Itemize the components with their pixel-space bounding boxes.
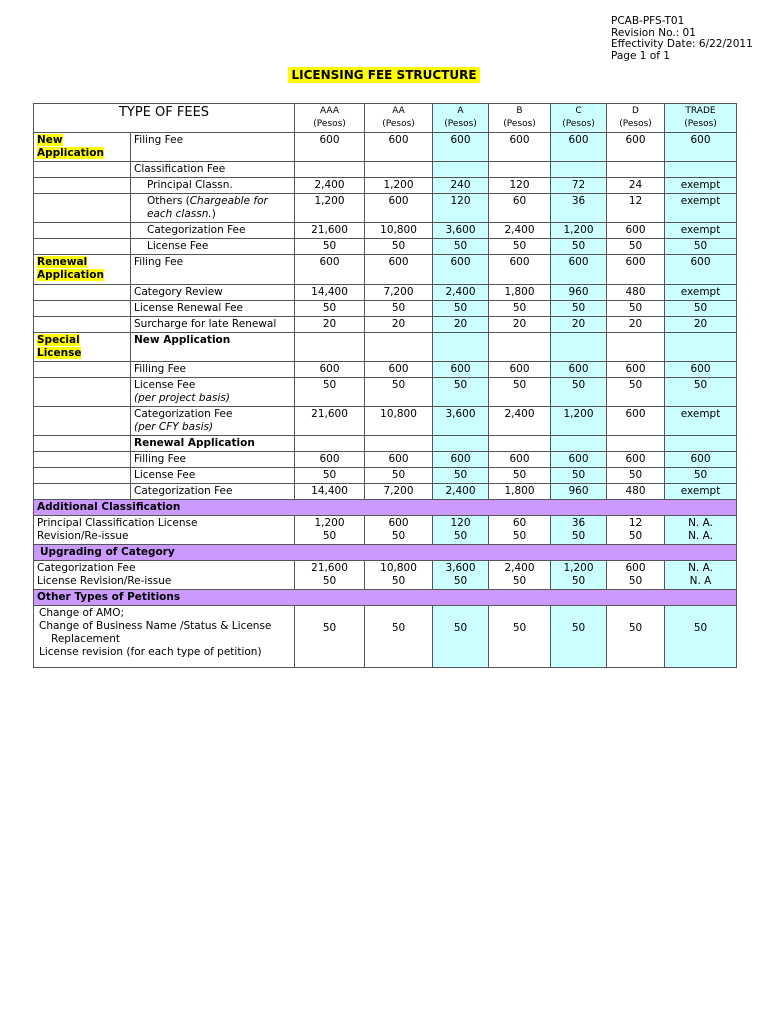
- fee-value: 600: [665, 362, 737, 378]
- fee-value: 50: [489, 606, 551, 668]
- fee-value: 600: [489, 452, 551, 468]
- fee-value: 14,400: [295, 484, 365, 500]
- fee-value: 20: [433, 317, 489, 333]
- fee-name: Category Review: [131, 285, 295, 301]
- fee-value: 10,800: [365, 407, 433, 436]
- fee-value: 12: [607, 194, 665, 223]
- empty-cell: [551, 436, 607, 452]
- empty-cell: [433, 162, 489, 178]
- fee-value: 50: [665, 606, 737, 668]
- fee-value: 600 50: [607, 561, 665, 590]
- fee-name: Filing Fee: [131, 133, 295, 162]
- empty-cell: [665, 436, 737, 452]
- table-row: [34, 317, 737, 333]
- empty-cell: [607, 333, 665, 362]
- fee-value: 600: [551, 452, 607, 468]
- section-label-other-petitions: Other Types of Petitions: [34, 590, 737, 606]
- fee-name: Categorization Fee: [131, 223, 295, 239]
- fee-value: 14,400: [295, 285, 365, 301]
- fee-value: 2,400: [433, 484, 489, 500]
- table-row: [34, 162, 737, 178]
- section-label-new-application: New Application: [34, 133, 131, 162]
- fee-value: 600: [365, 362, 433, 378]
- fee-value: 21,600: [295, 223, 365, 239]
- fee-value: N. A. N. A.: [665, 516, 737, 545]
- column-header-c: C (Pesos): [551, 104, 607, 133]
- fee-value: 600 50: [365, 516, 433, 545]
- fee-value: 2,400: [489, 407, 551, 436]
- empty-cell: [551, 162, 607, 178]
- fee-value: 50: [433, 378, 489, 407]
- fee-name: License Fee (per project basis): [131, 378, 295, 407]
- fee-value: 3,600 50: [433, 561, 489, 590]
- fee-value: 50: [551, 606, 607, 668]
- fee-value: 600: [295, 255, 365, 285]
- fee-value: 50: [365, 468, 433, 484]
- fee-value: 50: [489, 378, 551, 407]
- fee-value: 50: [433, 239, 489, 255]
- header-row: [34, 104, 737, 133]
- empty-cell: [34, 239, 131, 255]
- fee-value: 1,200 50: [551, 561, 607, 590]
- table-row: [34, 301, 737, 317]
- column-header-aaa: AAA (Pesos): [295, 104, 365, 133]
- empty-cell: [34, 301, 131, 317]
- table-row: [34, 133, 737, 162]
- fee-name: Principal Classn.: [131, 178, 295, 194]
- fee-name: Change of AMO; Change of Business Name /Status & License Replacement License revision (for each type of petition): [34, 606, 295, 668]
- page-number: Page 1 of 1: [611, 49, 670, 62]
- fee-value: 50: [489, 301, 551, 317]
- fee-value: 50: [607, 606, 665, 668]
- empty-cell: [34, 194, 131, 223]
- empty-cell: [295, 162, 365, 178]
- fee-value: 50: [607, 468, 665, 484]
- section-header-row: [34, 500, 737, 516]
- fee-value: 120: [489, 178, 551, 194]
- fee-value: exempt: [665, 484, 737, 500]
- fee-value: 50: [295, 301, 365, 317]
- fee-value: 50: [607, 239, 665, 255]
- fee-value: 600: [295, 452, 365, 468]
- fee-value: 50: [665, 468, 737, 484]
- table-row: [34, 606, 737, 668]
- empty-cell: [365, 333, 433, 362]
- fee-value: 50: [365, 301, 433, 317]
- column-header-trade: TRADE (Pesos): [665, 104, 737, 133]
- fee-value: 600: [607, 452, 665, 468]
- fee-value: 50: [433, 468, 489, 484]
- empty-cell: [433, 333, 489, 362]
- table-row: [34, 516, 737, 545]
- empty-cell: [34, 178, 131, 194]
- fee-value: 600: [607, 362, 665, 378]
- fee-value: 60 50: [489, 516, 551, 545]
- empty-cell: [365, 162, 433, 178]
- effectivity-date: Effectivity Date: 6/22/2011: [611, 38, 753, 50]
- fee-value: 480: [607, 285, 665, 301]
- fee-value: 36: [551, 194, 607, 223]
- fee-value: 600: [433, 133, 489, 162]
- page-title-wrap: [0, 64, 768, 83]
- type-of-fees-header: TYPE OF FEES: [34, 104, 295, 133]
- section-label-renewal-application: Renewal Application: [34, 255, 131, 285]
- table-row: [34, 239, 737, 255]
- empty-cell: [295, 436, 365, 452]
- fee-value: 20: [607, 317, 665, 333]
- fee-value: 1,800: [489, 285, 551, 301]
- table-row: [34, 407, 737, 436]
- table-row: [34, 436, 737, 452]
- fee-value: 50: [489, 468, 551, 484]
- fee-value: 3,600: [433, 407, 489, 436]
- fee-value: 50: [295, 606, 365, 668]
- fee-value: 600: [489, 362, 551, 378]
- table-row: [34, 468, 737, 484]
- fee-value: exempt: [665, 178, 737, 194]
- fee-value: 10,800: [365, 223, 433, 239]
- fee-value: 50: [551, 239, 607, 255]
- fee-value: 600: [433, 362, 489, 378]
- fee-value: 600: [365, 194, 433, 223]
- table-row: [34, 561, 737, 590]
- table-row: [34, 484, 737, 500]
- fee-value: 50: [365, 378, 433, 407]
- fee-value: 600: [551, 255, 607, 285]
- fee-value: 50: [551, 468, 607, 484]
- column-header-a: A (Pesos): [433, 104, 489, 133]
- fee-value: 600: [295, 362, 365, 378]
- empty-cell: [34, 162, 131, 178]
- fee-value: 50: [295, 239, 365, 255]
- fee-value: N. A. N. A: [665, 561, 737, 590]
- fee-value: 1,200: [551, 223, 607, 239]
- empty-cell: [34, 468, 131, 484]
- empty-cell: [34, 436, 131, 452]
- table-row: [34, 452, 737, 468]
- empty-cell: [34, 378, 131, 407]
- empty-cell: [34, 317, 131, 333]
- fee-value: 600: [433, 255, 489, 285]
- fee-name: Filling Fee: [131, 452, 295, 468]
- fee-value: 600: [551, 362, 607, 378]
- fee-value: 600: [489, 133, 551, 162]
- fee-value: 1,200: [365, 178, 433, 194]
- fee-value: 21,600: [295, 407, 365, 436]
- empty-cell: [34, 362, 131, 378]
- empty-cell: [34, 452, 131, 468]
- column-header-b: B (Pesos): [489, 104, 551, 133]
- fee-value: 20: [489, 317, 551, 333]
- fee-value: 60: [489, 194, 551, 223]
- fee-value: 20: [365, 317, 433, 333]
- fee-value: 600: [665, 255, 737, 285]
- fee-name: Filling Fee: [131, 362, 295, 378]
- fee-value: 50: [607, 301, 665, 317]
- fee-value: 480: [607, 484, 665, 500]
- fee-value: 72: [551, 178, 607, 194]
- fee-value: 24: [607, 178, 665, 194]
- table-row: [34, 362, 737, 378]
- fee-value: exempt: [665, 407, 737, 436]
- empty-cell: [489, 162, 551, 178]
- fee-value: 2,400: [295, 178, 365, 194]
- empty-cell: [34, 285, 131, 301]
- fee-value: 600: [607, 407, 665, 436]
- fee-value: 50: [489, 239, 551, 255]
- empty-cell: [295, 333, 365, 362]
- fee-value: 7,200: [365, 285, 433, 301]
- fee-name: Others (Chargeable for each classn.): [131, 194, 295, 223]
- empty-cell: [665, 333, 737, 362]
- column-header-d: D (Pesos): [607, 104, 665, 133]
- empty-cell: [489, 436, 551, 452]
- empty-cell: [607, 436, 665, 452]
- section-header-row: [34, 545, 737, 561]
- fee-value: 50: [365, 606, 433, 668]
- fee-name: Categorization Fee (per CFY basis): [131, 407, 295, 436]
- section-label-additional-classification: Additional Classification: [34, 500, 737, 516]
- fee-value: 50: [665, 378, 737, 407]
- fee-value: 20: [295, 317, 365, 333]
- section-header-row: [34, 590, 737, 606]
- fee-value: 1,200: [295, 194, 365, 223]
- fee-value: 1,200 50: [295, 516, 365, 545]
- fee-name: Filing Fee: [131, 255, 295, 285]
- fee-value: 600: [607, 255, 665, 285]
- table-row: [34, 285, 737, 301]
- fee-value: exempt: [665, 223, 737, 239]
- fee-value: 600: [607, 133, 665, 162]
- fee-value: 50: [551, 378, 607, 407]
- fee-value: 20: [665, 317, 737, 333]
- fee-value: 50: [551, 301, 607, 317]
- fee-value: 600: [433, 452, 489, 468]
- fee-value: 20: [551, 317, 607, 333]
- empty-cell: [551, 333, 607, 362]
- fee-name: License Fee: [131, 468, 295, 484]
- document-meta: [611, 16, 753, 62]
- fee-name: Principal Classification License Revision/Re-issue: [34, 516, 295, 545]
- fee-value: 600: [665, 133, 737, 162]
- fee-value: exempt: [665, 285, 737, 301]
- fee-value: 10,800 50: [365, 561, 433, 590]
- empty-cell: [34, 407, 131, 436]
- fee-value: 50: [433, 606, 489, 668]
- table-row: [34, 378, 737, 407]
- fee-value: 600: [365, 133, 433, 162]
- page-title: LICENSING FEE STRUCTURE: [288, 67, 479, 83]
- fee-value: 600: [295, 133, 365, 162]
- fee-value: 600: [365, 255, 433, 285]
- fee-value: 600: [551, 133, 607, 162]
- fee-table: [33, 103, 737, 668]
- fee-value: 1,800: [489, 484, 551, 500]
- section-label-upgrading-of-category: Upgrading of Category: [34, 545, 737, 561]
- fee-value: 21,600 50: [295, 561, 365, 590]
- fee-value: 960: [551, 285, 607, 301]
- empty-cell: [365, 436, 433, 452]
- table-row: [34, 223, 737, 239]
- table-row: [34, 255, 737, 285]
- doc-code: PCAB-PFS-T01: [611, 15, 685, 27]
- subsection-heading: New Application: [131, 333, 295, 362]
- empty-cell: [34, 223, 131, 239]
- fee-name: License Renewal Fee: [131, 301, 295, 317]
- fee-value: 240: [433, 178, 489, 194]
- empty-cell: [607, 162, 665, 178]
- fee-value: 50: [665, 239, 737, 255]
- fee-value: 600: [607, 223, 665, 239]
- fee-name: Categorization Fee License Revision/Re-issue: [34, 561, 295, 590]
- fee-value: exempt: [665, 194, 737, 223]
- fee-name: License Fee: [131, 239, 295, 255]
- fee-value: 1,200: [551, 407, 607, 436]
- column-header-aa: AA (Pesos): [365, 104, 433, 133]
- fee-value: 36 50: [551, 516, 607, 545]
- empty-cell: [665, 162, 737, 178]
- fee-value: 7,200: [365, 484, 433, 500]
- fee-value: 960: [551, 484, 607, 500]
- fee-value: 2,400 50: [489, 561, 551, 590]
- fee-value: 2,400: [433, 285, 489, 301]
- fee-value: 50: [295, 468, 365, 484]
- fee-name: Categorization Fee: [131, 484, 295, 500]
- empty-cell: [34, 484, 131, 500]
- fee-value: 600: [365, 452, 433, 468]
- fee-value: 50: [607, 378, 665, 407]
- table-row: [34, 194, 737, 223]
- fee-value: 50: [665, 301, 737, 317]
- table-row: [34, 333, 737, 362]
- fee-value: 600: [489, 255, 551, 285]
- revision-number: Revision No.: 01: [611, 26, 696, 39]
- fee-value: 12 50: [607, 516, 665, 545]
- fee-value: 2,400: [489, 223, 551, 239]
- fee-value: 120 50: [433, 516, 489, 545]
- fee-value: 50: [365, 239, 433, 255]
- section-label-special-license: Special License: [34, 333, 131, 362]
- empty-cell: [489, 333, 551, 362]
- fee-name: Classification Fee: [131, 162, 295, 178]
- fee-value: 50: [295, 378, 365, 407]
- fee-name: Surcharge for late Renewal: [131, 317, 295, 333]
- fee-value: 600: [665, 452, 737, 468]
- subsection-heading: Renewal Application: [131, 436, 295, 452]
- table-row: [34, 178, 737, 194]
- fee-value: 120: [433, 194, 489, 223]
- fee-value: 50: [433, 301, 489, 317]
- fee-value: 3,600: [433, 223, 489, 239]
- empty-cell: [433, 436, 489, 452]
